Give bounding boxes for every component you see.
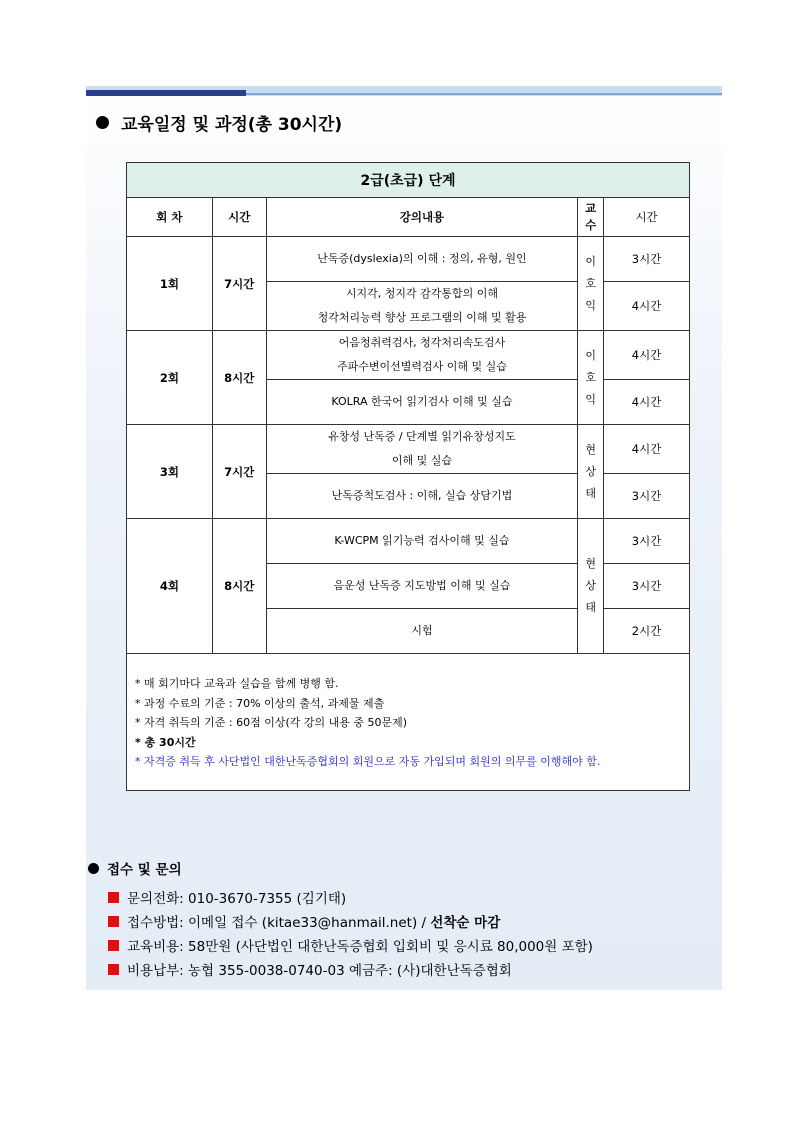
note-item: * 과정 수료의 기준 : 70% 이상의 출석, 과제물 제출	[135, 696, 385, 710]
lecture-hours: 2시간	[604, 609, 690, 654]
contact-value: : 농협 355-0038-0740-03 예금주: (사)대한난독증협회	[179, 963, 512, 979]
header-content: 강의내용	[266, 198, 577, 237]
header-time: 시간	[212, 198, 266, 237]
circle-bullet-icon	[88, 863, 99, 874]
square-bullet-icon	[108, 916, 119, 927]
session-time: 8시간	[212, 331, 266, 425]
session-number: 1회	[127, 237, 213, 331]
session-time: 8시간	[212, 519, 266, 654]
lecture-hours: 4시간	[604, 425, 690, 474]
header-session: 회 차	[127, 198, 213, 237]
instructor-name: 현 상 태	[578, 519, 604, 654]
contact-item-fee	[108, 933, 593, 957]
session-row	[127, 519, 690, 564]
session-time: 7시간	[212, 425, 266, 519]
session-row	[127, 237, 690, 282]
header-instructor: 교 수	[578, 198, 604, 237]
instructor-name: 이 호 익	[578, 237, 604, 331]
lecture-content: 음운성 난독증 지도방법 이해 및 실습	[266, 564, 577, 609]
contact-item-payment	[108, 957, 593, 981]
top-bar-dark	[86, 90, 246, 96]
notes-cell	[127, 654, 690, 791]
circle-bullet-icon	[96, 116, 109, 129]
section-title	[96, 110, 342, 135]
square-bullet-icon	[108, 940, 119, 951]
note-item: * 매 회기마다 교육과 실습을 함께 병행 함.	[135, 677, 339, 690]
lecture-content: K-WCPM 읽기능력 검사이해 및 실습	[266, 519, 577, 564]
section-title-text: 교육일정 및 과정(총 30시간)	[121, 115, 343, 135]
square-bullet-icon	[108, 964, 119, 975]
contact-value: : 이메일 접수 (kitae33@hanmail.net) /	[179, 915, 431, 931]
contact-title	[88, 858, 593, 878]
contact-value: : 010-3670-7355 (김기태)	[179, 891, 347, 907]
instructor-name: 이 호 익	[578, 331, 604, 425]
contact-title-text: 접수 및 문의	[107, 862, 182, 878]
contact-label: 교육비용	[127, 939, 180, 955]
level-title: 2급(초급) 단계	[127, 163, 690, 198]
header-hours: 시간	[604, 198, 690, 237]
course-table	[126, 162, 690, 791]
contact-item-method	[108, 909, 593, 933]
lecture-content: 어음청취력검사, 청각처리속도검사 주파수변이선별력검사 이해 및 실습	[266, 331, 577, 380]
lecture-content: 난독증(dyslexia)의 이해 : 정의, 유형, 원인	[266, 237, 577, 282]
lecture-hours: 4시간	[604, 380, 690, 425]
note-item: * 자격 취득의 기준 : 60점 이상(각 강의 내용 중 50문제)	[135, 716, 408, 729]
contact-item-phone	[108, 885, 593, 909]
contact-label: 비용납부	[127, 963, 180, 979]
contact-label: 문의전화	[127, 891, 180, 907]
session-number: 2회	[127, 331, 213, 425]
lecture-hours: 3시간	[604, 564, 690, 609]
lecture-hours: 3시간	[604, 519, 690, 564]
session-number: 3회	[127, 425, 213, 519]
lecture-hours: 3시간	[604, 237, 690, 282]
session-time: 7시간	[212, 237, 266, 331]
table-header-row	[127, 198, 690, 237]
top-bar-line	[246, 93, 722, 95]
lecture-content: 난독증척도검사 : 이해, 실습 상담기법	[266, 474, 577, 519]
lecture-hours: 4시간	[604, 331, 690, 380]
contact-label: 접수방법	[127, 915, 180, 931]
note-item: * 자격증 취득 후 사단법인 대한난독증협회의 회원으로 자동 가입되며 회원의 의무를 이행해야 함.	[135, 755, 601, 768]
session-row	[127, 425, 690, 474]
lecture-hours: 3시간	[604, 474, 690, 519]
lecture-content: 유창성 난독증 / 단계별 읽기유창성지도 이해 및 실습	[266, 425, 577, 474]
note-item: * 총 30시간	[135, 735, 196, 749]
session-row	[127, 331, 690, 380]
lecture-content: KOLRA 한국어 읽기검사 이해 및 실습	[266, 380, 577, 425]
lecture-content: 시험	[266, 609, 577, 654]
instructor-name: 현 상 태	[578, 425, 604, 519]
square-bullet-icon	[108, 892, 119, 903]
lecture-content: 시지각, 청지각 감각통합의 이해 청각처리능력 향상 프로그램의 이해 및 활용	[266, 282, 577, 331]
contact-value: : 58만원 (사단법인 대한난독증협회 입회비 및 응시료 80,000원 포함)	[179, 939, 593, 955]
contact-strong: 선착순 마감	[430, 915, 501, 931]
session-number: 4회	[127, 519, 213, 654]
contact-section	[88, 858, 593, 981]
lecture-hours: 4시간	[604, 282, 690, 331]
sessions-body	[127, 237, 690, 654]
